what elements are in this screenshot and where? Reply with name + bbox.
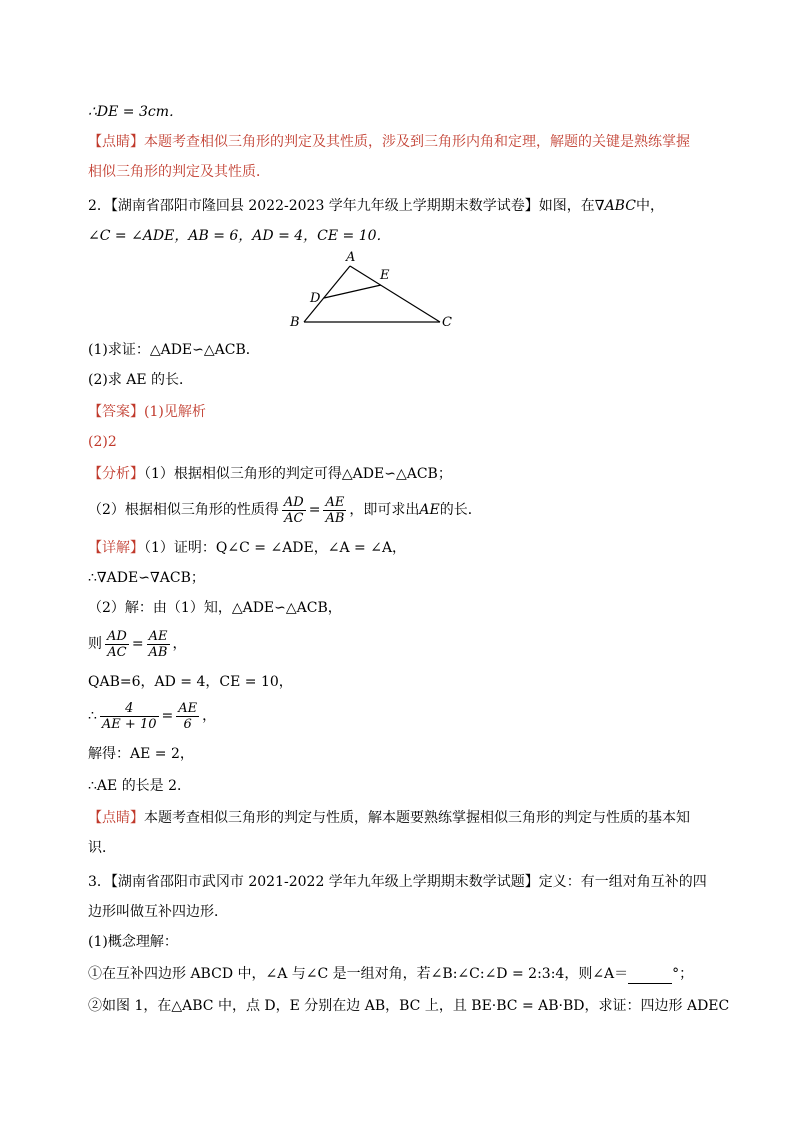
triangle-figure [280,250,470,335]
question-3-header: 3．【湖南省邵阳市武冈市 2021-2022 学年九年级上学期期末数学试题】定义：有一组对角互补的四 [88,874,707,890]
fraction-AE-AB-2: $\frac{AE}{AB}$ [148,628,168,660]
question-3-header-2: 边形叫做互补四边形． [88,904,228,920]
label-D: D [310,291,321,306]
detail-line-4: 则 $\frac{AD}{AC}$ = $\frac{AE}{AB}$ ， [88,628,187,660]
question-2-header: 2．【湖南省邵阳市隆回县 2022-2023 学年九年级上学期期末数学试卷】如图，在∇ABC中， [88,198,664,214]
label-B: B [290,315,300,330]
detail-line-3: （2）解：由（1）知，△ADE∽△ACB， [88,600,342,616]
question-3-item-2: ②如图 1，在△ABC 中，点 D，E 分别在边 AB，BC 上，且 BE·BC = AB·BD，求证：四边形 ADEC [88,998,730,1014]
question-2-conditions: ∠C = ∠ADE，AB = 6，AD = 4，CE = 10． [88,228,391,244]
answer-line-2: (2)2 [88,434,117,450]
fraction-AE-AB: $\frac{AE}{AB}$ [325,494,345,526]
analysis-line-1: 【分析】（1）根据相似三角形的判定可得△ADE∽△ACB； [88,466,452,482]
question-2-part-1: (1)求证：△ADE∽△ACB． [88,342,260,358]
fraction-AD-AC-2: $\frac{AD}{AC}$ [107,628,127,660]
comment-2-line-2: 识． [88,840,116,856]
question-2-part-2: (2)求 AE 的长． [88,372,194,388]
side-AC [350,266,440,322]
answer-blank[interactable] [628,969,672,984]
comment-line-1: 【点睛】本题考查相似三角形的判定及其性质，涉及到三角形内角和定理，解题的关键是熟练掌握 [88,134,690,150]
analysis-line-2: （2）根据相似三角形的性质得 $\frac{AD}{AC}$ = $\frac{AE}{AB}$ ，即可求出AE的长． [88,494,482,526]
fraction-AD-AC: $\frac{AD}{AC}$ [283,494,304,526]
fraction-4-AE10: $\frac{4}{AE + 10}$ [101,700,157,732]
label-E: E [380,268,390,283]
question-3-item-1: ①在互补四边形 ABCD 中，∠A 与∠C 是一组对角，若∠B:∠C:∠D = 2:3:4，则∠A＝ °； [88,966,694,982]
detail-line-6: ∴ $\frac{4}{AE + 10}$ = $\frac{AE}{6}$ ， [88,700,217,732]
conclusion-line: ∴DE = 3cm． [88,104,184,120]
comment-tag: 【点睛】 [88,134,144,150]
detail-line-1: 【详解】（1）证明：Q∠C = ∠ADE，∠A = ∠A， [88,540,407,556]
comment-line-2: 相似三角形的判定及其性质． [88,164,270,180]
detail-line-7: 解得：AE = 2， [88,746,194,762]
fraction-AE-6: $\frac{AE}{6}$ [178,700,198,732]
detail-line-5: QAB=6，AD = 4，CE = 10， [88,674,293,690]
detail-line-8: ∴AE 的长是 2． [88,778,192,794]
label-C: C [442,315,452,330]
answer-line-1: 【答案】(1)见解析 [88,404,206,420]
question-3-part-1: (1)概念理解： [88,934,178,950]
detail-line-2: ∴∇ADE∽∇ACB； [88,570,205,586]
comment-2-line-1: 【点睛】本题考查相似三角形的判定与性质，解本题要熟练掌握相似三角形的判定与性质的基本知 [88,810,690,826]
label-A: A [346,250,356,265]
